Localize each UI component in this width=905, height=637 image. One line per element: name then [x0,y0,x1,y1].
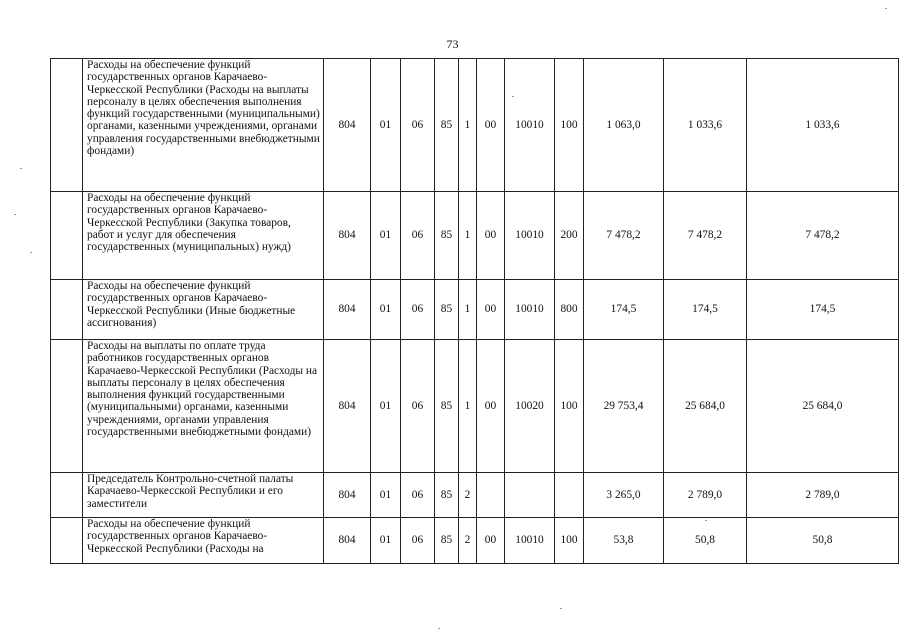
amount-3-cell: 174,5 [747,280,899,340]
amount-3-cell: 7 478,2 [747,192,899,280]
ministry-code-cell: 804 [324,518,371,564]
ministry-code-cell: 804 [324,59,371,192]
scan-speck [14,214,16,215]
section-cell: 01 [371,280,401,340]
page-number: 73 [446,37,459,51]
program-cell: 85 [435,340,459,473]
scan-speck [30,252,32,253]
main-event-cell [477,473,505,518]
amount-2-cell: 25 684,0 [664,340,747,473]
expense-type-cell: 100 [555,340,584,473]
main-event-cell: 00 [477,59,505,192]
description-cell: Председатель Контрольно-счетной палаты Карачаево-Черкесской Республики и его заместители [83,473,324,518]
direction-cell: 10010 [505,280,555,340]
description-cell: Расходы на выплаты по оплате труда работников государственных органов Карачаево-Черкесской Республики (Расходы на выплаты персоналу в целях обеспечения выполнения функций государственными (муниципальными) органами, казенными учреждениями, органами управления государственными внебюджетными фондами) [83,340,324,473]
scan-speck [512,96,514,97]
direction-cell: 10010 [505,59,555,192]
row-number-cell [51,340,83,473]
expense-type-cell: 200 [555,192,584,280]
description-cell: Расходы на обеспечение функций государственных органов Карачаево-Черкесской Республики (Расходы на выплаты персоналу в целях обеспечения выполнения функций государственными (муниципальными) органами, казенными учреждениями, органами управления государственными внебюджетными фондами) [83,59,324,192]
row-number-cell [51,59,83,192]
ministry-code-cell: 804 [324,280,371,340]
amount-2-cell: 7 478,2 [664,192,747,280]
ministry-code-cell: 804 [324,340,371,473]
expense-type-cell [555,473,584,518]
amount-2-cell: 174,5 [664,280,747,340]
subsection-cell: 06 [401,280,435,340]
subprogram-cell: 1 [459,280,477,340]
description-cell: Расходы на обеспечение функций государственных органов Карачаево-Черкесской Республики (Закупка товаров, работ и услуг для обеспечения государственных (муниципальных) нужд) [83,192,324,280]
amount-3-cell: 2 789,0 [747,473,899,518]
section-cell: 01 [371,59,401,192]
expense-type-cell: 100 [555,518,584,564]
program-cell: 85 [435,59,459,192]
expense-type-cell: 800 [555,280,584,340]
ministry-code-cell: 804 [324,473,371,518]
subprogram-cell: 1 [459,192,477,280]
subprogram-cell: 1 [459,340,477,473]
row-number-cell [51,518,83,564]
subsection-cell: 06 [401,340,435,473]
table-row [51,280,899,340]
amount-2-cell: 2 789,0 [664,473,747,518]
table-row [51,59,899,192]
expense-type-cell: 100 [555,59,584,192]
subprogram-cell: 2 [459,473,477,518]
direction-cell: 10010 [505,192,555,280]
subsection-cell: 06 [401,192,435,280]
main-event-cell: 00 [477,192,505,280]
amount-1-cell: 53,8 [584,518,664,564]
section-cell: 01 [371,518,401,564]
direction-cell: 10020 [505,340,555,473]
scan-speck [560,608,562,609]
row-number-cell [51,473,83,518]
amount-1-cell: 1 063,0 [584,59,664,192]
amount-1-cell: 3 265,0 [584,473,664,518]
amount-1-cell: 29 753,4 [584,340,664,473]
amount-1-cell: 174,5 [584,280,664,340]
scan-speck [705,520,707,521]
amount-3-cell: 50,8 [747,518,899,564]
main-event-cell: 00 [477,280,505,340]
amount-1-cell: 7 478,2 [584,192,664,280]
budget-table [50,58,899,564]
scan-speck [885,8,887,9]
scan-speck [438,628,440,629]
subprogram-cell: 1 [459,59,477,192]
description-cell: Расходы на обеспечение функций государственных органов Карачаево-Черкесской Республики (Иные бюджетные ассигнования) [83,280,324,340]
amount-3-cell: 1 033,6 [747,59,899,192]
program-cell: 85 [435,518,459,564]
direction-cell: 10010 [505,518,555,564]
subsection-cell: 06 [401,518,435,564]
amount-2-cell: 50,8 [664,518,747,564]
table-row [51,340,899,473]
table-row [51,518,899,564]
subsection-cell: 06 [401,59,435,192]
section-cell: 01 [371,473,401,518]
program-cell: 85 [435,192,459,280]
scan-speck [20,168,22,169]
main-event-cell: 00 [477,340,505,473]
row-number-cell [51,192,83,280]
row-number-cell [51,280,83,340]
direction-cell [505,473,555,518]
description-cell: Расходы на обеспечение функций государственных органов Карачаево-Черкесской Республики (Расходы на [83,518,324,564]
program-cell: 85 [435,280,459,340]
table-row [51,192,899,280]
subprogram-cell: 2 [459,518,477,564]
amount-2-cell: 1 033,6 [664,59,747,192]
ministry-code-cell: 804 [324,192,371,280]
section-cell: 01 [371,340,401,473]
amount-3-cell: 25 684,0 [747,340,899,473]
program-cell: 85 [435,473,459,518]
main-event-cell: 00 [477,518,505,564]
section-cell: 01 [371,192,401,280]
table-row [51,473,899,518]
subsection-cell: 06 [401,473,435,518]
